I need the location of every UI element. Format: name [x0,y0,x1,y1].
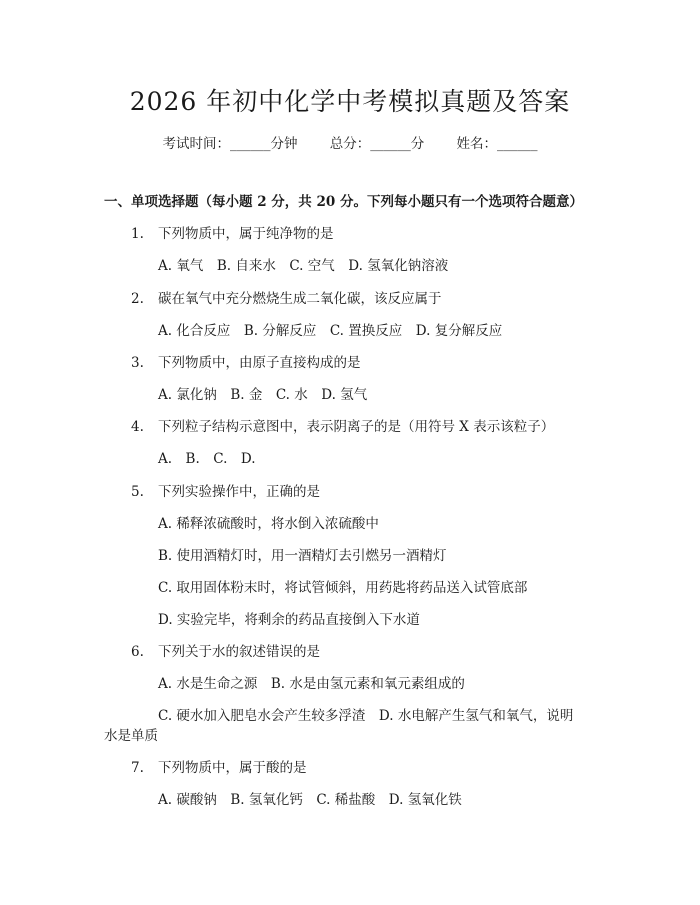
question-text: 下列粒子结构示意图中，表示阴离子的是（用符号 X 表示该粒子） [158,419,555,435]
question-number: 6. [131,644,144,660]
page-title: 2026 年初中化学中考模拟真题及答案 [129,87,571,116]
question-options: A. 氧气 B. 自来水 C. 空气 D. 氢氧化钠溶液 [158,258,449,274]
exam-score: 总分：______分 [329,136,425,152]
question-options-cd: C. 硬水加入肥皂水会产生较多浮渣 D. 水电解产生氢气和氧气，说明 [158,708,574,724]
question-text: 下列物质中，由原子直接构成的是 [158,355,361,371]
question-options: A. 碳酸钠 B. 氢氧化钙 C. 稀盐酸 D. 氢氧化铁 [158,792,462,808]
question-text: 下列实验操作中，正确的是 [158,484,320,500]
question-number: 7. [131,760,144,776]
exam-name: 姓名：______ [456,136,538,152]
question-text: 下列物质中，属于纯净物的是 [158,226,334,242]
question-text: 碳在氧气中充分燃烧生成二氧化碳，该反应属于 [158,291,442,307]
question-number: 1. [131,226,144,242]
question-stem [131,351,361,371]
question-number: 3. [131,355,144,371]
question-option-b: B. 使用酒精灯时，用一酒精灯去引燃另一酒精灯 [158,548,447,564]
question-text: 下列关于水的叙述错误的是 [158,644,320,660]
question-stem [131,287,442,307]
question-options-ab: A. 水是生命之源 B. 水是由氢元素和氧元素组成的 [158,676,465,692]
question-number: 2. [131,291,144,307]
question-stem [131,415,554,435]
question-text: 下列物质中，属于酸的是 [158,760,307,776]
question-options: A. 氯化钠 B. 金 C. 水 D. 氢气 [158,387,368,403]
question-options: A. 化合反应 B. 分解反应 C. 置换反应 D. 复分解反应 [158,323,503,339]
exam-meta [0,132,700,152]
question-stem [131,640,320,660]
question-option-d: D. 实验完毕，将剩余的药品直接倒入下水道 [158,612,420,628]
question-option-a: A. 稀释浓硫酸时，将水倒入浓硫酸中 [158,516,379,532]
question-stem [131,756,307,776]
question-stem [131,480,320,500]
question-stem [131,222,334,242]
exam-time: 考试时间：______分钟 [162,136,298,152]
question-options-wrap: 水是单质 [104,728,158,744]
question-number: 4. [131,419,144,435]
section-heading: 一、单项选择题（每小题 2 分，共 20 分。下列每小题只有一个选项符合题意） [104,194,583,210]
question-options: A. B. C. D. [158,451,256,467]
question-option-c: C. 取用固体粉末时，将试管倾斜，用药匙将药品送入试管底部 [158,580,528,596]
question-number: 5. [131,484,144,500]
